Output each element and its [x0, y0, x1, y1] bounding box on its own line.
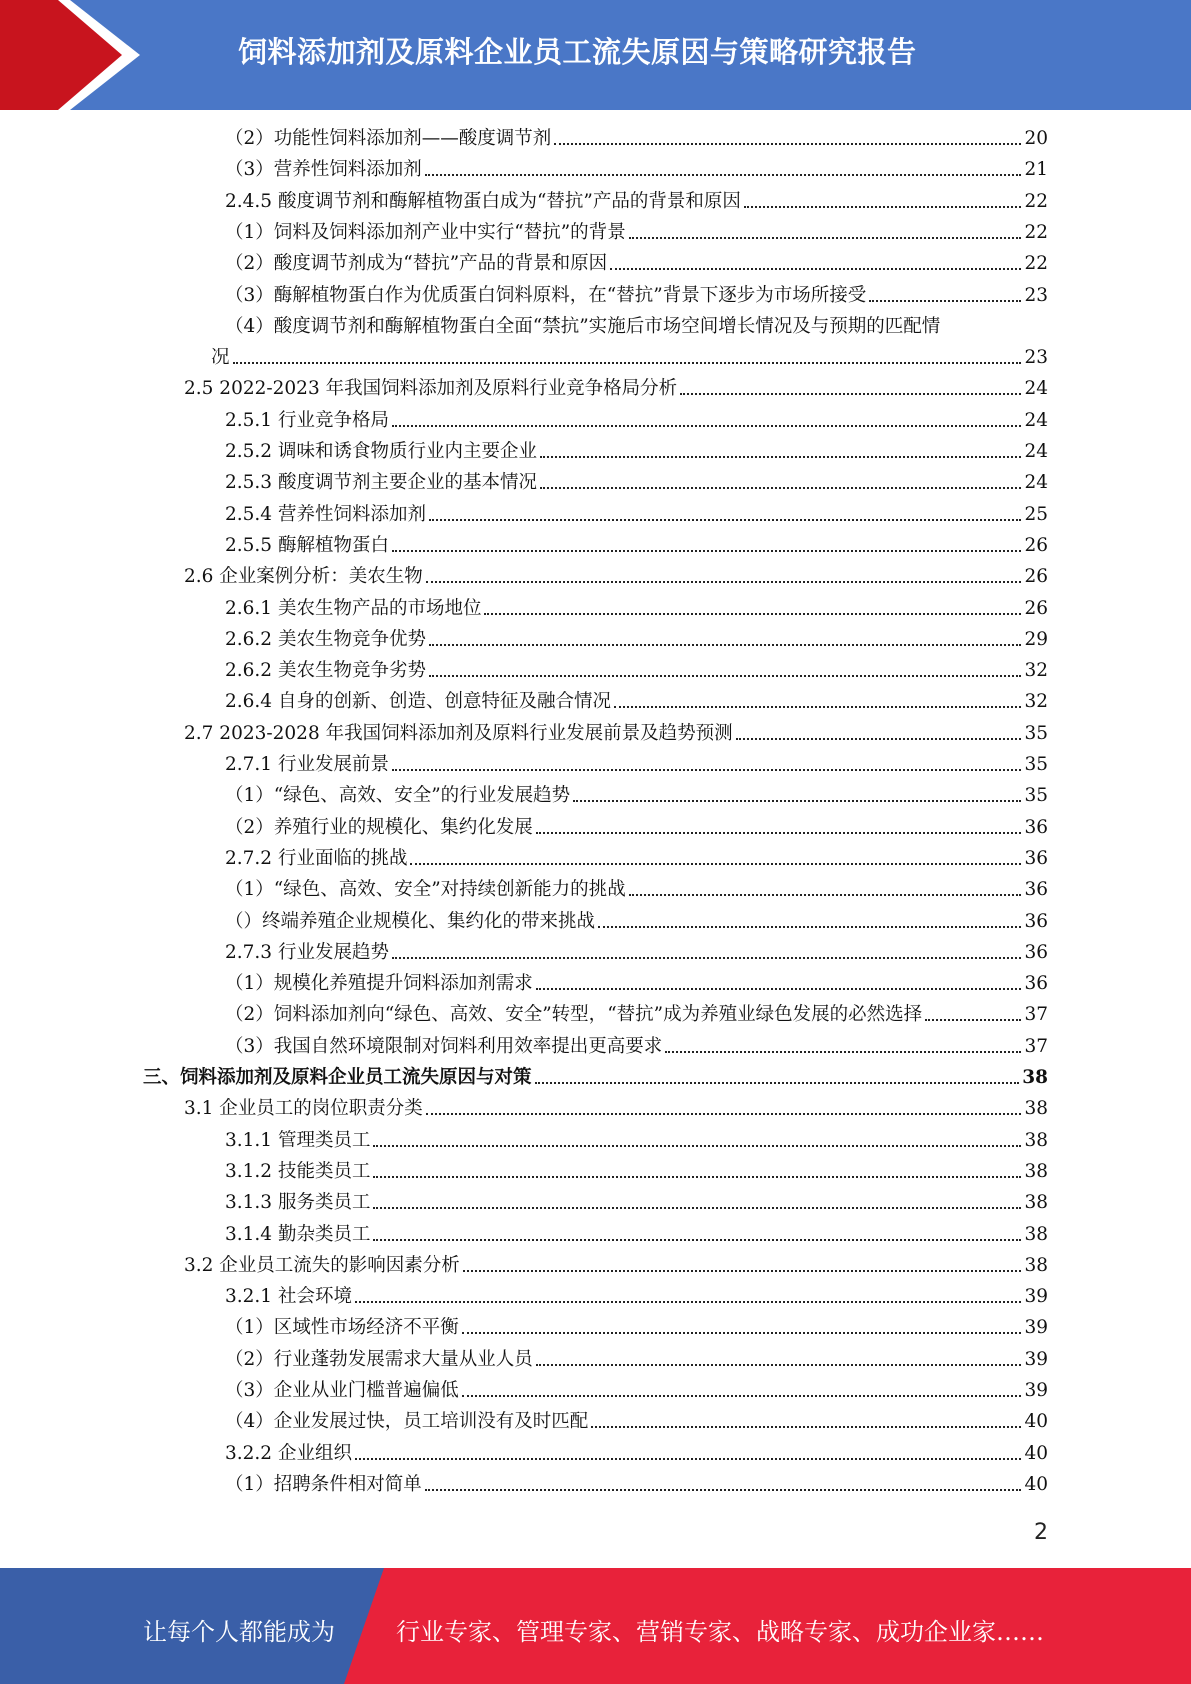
toc-entry-page: 22: [1024, 253, 1048, 275]
toc-entry[interactable]: [225, 690, 1048, 714]
toc-entry[interactable]: [225, 972, 1048, 996]
toc-entry[interactable]: [184, 1097, 1048, 1121]
toc-entry-title: 三、饲料添加剂及原料企业员工流失原因与对策: [143, 1067, 532, 1088]
toc-entry[interactable]: [225, 1035, 1048, 1059]
toc-entry-title: （1）“绿色、高效、安全”的行业发展趋势: [225, 785, 571, 807]
toc-entry-title: （1）招聘条件相对简单: [225, 1473, 422, 1495]
page-number: 2: [1034, 1520, 1048, 1545]
toc-entry[interactable]: [225, 878, 1048, 902]
dot-leader: [373, 1145, 1021, 1147]
dot-leader: [535, 1082, 1020, 1084]
toc-entry-page: 26: [1024, 597, 1048, 619]
toc-entry-title: 2.5.1 行业竞争格局: [225, 409, 389, 431]
toc-entry-page: 35: [1024, 754, 1048, 775]
toc-entry-title: 2.5.5 酶解植物蛋白: [225, 534, 389, 556]
toc-entry-page: 36: [1024, 973, 1048, 995]
toc-entry-title: 2.7 2023-2028 年我国饲料添加剂及原料行业发展前景及趋势预测: [184, 722, 733, 744]
toc-entry-title: （4）企业发展过快，员工培训没有及时匹配: [225, 1411, 589, 1433]
dot-leader: [614, 706, 1021, 708]
toc-entry-title: （1）规模化养殖提升饲料添加剂需求: [225, 973, 533, 995]
toc-entry-page: 39: [1024, 1317, 1048, 1339]
toc-entry[interactable]: [225, 284, 1048, 308]
toc-entry[interactable]: [225, 628, 1048, 652]
toc-entry[interactable]: [225, 784, 1048, 808]
toc-entry-page: 36: [1024, 910, 1048, 932]
toc-entry-title: （2）酸度调节剂成为“替抗”产品的背景和原因: [225, 253, 608, 275]
toc-entry-page: 38: [1022, 1067, 1048, 1088]
toc-entry-page: 40: [1024, 1473, 1048, 1495]
toc-entry[interactable]: [225, 503, 1048, 527]
dot-leader: [392, 550, 1021, 552]
footer-slogan-left: 让每个人都能成为: [143, 1618, 335, 1646]
dot-leader: [429, 644, 1021, 646]
toc-entry-title: 2.7.3 行业发展趋势: [225, 941, 389, 963]
toc-entry-title: （2）功能性饲料添加剂——酸度调节剂: [225, 128, 552, 149]
toc-entry[interactable]: [225, 1285, 1048, 1309]
toc-entry[interactable]: [225, 1316, 1048, 1340]
toc-entry-page: 24: [1024, 409, 1048, 431]
toc-entry-title: （3）我国自然环境限制对饲料利用效率提出更高要求: [225, 1035, 663, 1057]
dot-leader: [392, 425, 1021, 427]
toc-entry-page: 21: [1024, 159, 1048, 181]
toc-entry-title: 3.2.2 企业组织: [225, 1442, 352, 1464]
dot-leader: [425, 1489, 1022, 1491]
toc-entry-page: 32: [1024, 660, 1048, 682]
toc-entry[interactable]: [225, 440, 1048, 464]
toc-entry-title: （4）酸度调节剂和酶解植物蛋白全面“禁抗”实施后市场空间增长情况及与预期的匹配情: [225, 315, 941, 337]
dot-leader: [598, 926, 1021, 928]
toc-entry-title: 3.1.4 勤杂类员工: [225, 1223, 371, 1245]
toc-entry-page: 36: [1024, 816, 1048, 838]
toc-entry-page: 39: [1024, 1348, 1048, 1370]
toc-entry-title: 2.7.1 行业发展前景: [225, 754, 389, 775]
toc-entry-page: 35: [1024, 785, 1048, 807]
dot-leader: [426, 581, 1022, 583]
dot-leader: [373, 1176, 1021, 1178]
toc-entry[interactable]: [184, 377, 1048, 401]
dot-leader: [462, 1395, 1022, 1397]
dot-leader: [355, 1301, 1022, 1303]
footer-slogan-right: 行业专家、管理专家、营销专家、战略专家、成功企业家……: [396, 1618, 1044, 1646]
toc-entry-page: 40: [1024, 1442, 1048, 1464]
toc-entry-title: （2）养殖行业的规模化、集约化发展: [225, 816, 533, 838]
toc-entry-title: （）终端养殖企业规模化、集约化的带来挑战: [225, 910, 596, 932]
toc-entry[interactable]: [225, 1129, 1048, 1153]
toc-entry[interactable]: [225, 1003, 1048, 1027]
dot-leader: [540, 456, 1021, 458]
dot-leader: [536, 832, 1022, 834]
toc-entry[interactable]: [225, 158, 1048, 182]
dot-leader: [373, 1239, 1021, 1241]
toc-entry[interactable]: [225, 190, 1048, 214]
toc-entry-title: 3.2.1 社会环境: [225, 1286, 352, 1308]
toc-entry-title: 3.1.2 技能类员工: [225, 1160, 371, 1182]
toc-entry-page: 25: [1024, 503, 1048, 525]
toc-entry-title: 2.5 2022-2023 年我国饲料添加剂及原料行业竞争格局分析: [184, 378, 678, 400]
dot-leader: [925, 1019, 1021, 1021]
page-header: [0, 0, 1191, 110]
toc-entry-title: 2.5.2 调味和诱食物质行业内主要企业: [225, 441, 537, 462]
toc-entry[interactable]: [211, 346, 1048, 370]
toc-entry-page: 39: [1024, 1380, 1048, 1401]
toc-entry[interactable]: [225, 1160, 1048, 1184]
toc-entry-page: 24: [1024, 472, 1048, 494]
toc-entry[interactable]: [184, 565, 1048, 589]
toc-entry-title: 2.6.2 美农生物竞争劣势: [225, 660, 426, 682]
toc-entry-page: 38: [1024, 1254, 1048, 1276]
toc-entry[interactable]: [225, 910, 1048, 934]
toc-entry-page: 38: [1024, 1192, 1048, 1214]
toc-entry[interactable]: [225, 941, 1048, 965]
page-footer: [0, 1568, 1191, 1684]
toc-entry[interactable]: [225, 659, 1048, 683]
dot-leader: [233, 362, 1022, 364]
toc-entry[interactable]: [143, 1066, 1048, 1090]
dot-leader: [610, 268, 1021, 270]
toc-entry-page: 26: [1024, 534, 1048, 556]
toc-entry-title: （1）饲料及饲料添加剂产业中实行“替抗”的背景: [225, 221, 626, 243]
toc-entry-page: 39: [1024, 1286, 1048, 1308]
toc-entry-page: 38: [1024, 1160, 1048, 1182]
toc-entry-page: 37: [1024, 1004, 1048, 1026]
toc-entry-title: （3）企业从业门槛普遍偏低: [225, 1380, 459, 1401]
dot-leader: [425, 174, 1022, 176]
toc-entry[interactable]: [184, 1254, 1048, 1278]
dot-leader: [463, 1270, 1022, 1272]
dot-leader: [744, 206, 1022, 208]
toc-entry[interactable]: [225, 534, 1048, 558]
toc-entry-title: 2.6.4 自身的创新、创造、创意特征及融合情况: [225, 691, 611, 713]
dot-leader: [462, 1332, 1022, 1334]
dot-leader: [410, 863, 1021, 865]
toc-entry-title: （1）“绿色、高效、安全”对持续创新能力的挑战: [225, 879, 626, 901]
toc-entry-title: （3）营养性饲料添加剂: [225, 159, 422, 181]
toc-entry-page: 29: [1024, 628, 1048, 650]
toc-entry-title: 2.6.1 美农生物产品的市场地位: [225, 597, 482, 619]
toc-entry-title: 3.1 企业员工的岗位职责分类: [184, 1098, 423, 1120]
toc-entry-page: 36: [1024, 879, 1048, 901]
dot-leader: [355, 1458, 1022, 1460]
toc-entry-page: 35: [1024, 722, 1048, 744]
toc-entry[interactable]: [225, 252, 1048, 276]
toc-entry-title: （1）区域性市场经济不平衡: [225, 1317, 459, 1339]
toc-entry[interactable]: [225, 1410, 1048, 1434]
toc-entry-page: 22: [1024, 221, 1048, 243]
toc-entry-title: 2.5.4 营养性饲料添加剂: [225, 503, 426, 525]
dot-leader: [540, 487, 1021, 489]
toc-entry-page: 36: [1024, 847, 1048, 869]
toc-entry-page: 38: [1024, 1098, 1048, 1120]
toc-entry-title: 2.6.2 美农生物竞争优势: [225, 628, 426, 650]
red-chevron-icon: [0, 0, 140, 110]
toc-entry[interactable]: [225, 409, 1048, 433]
toc-entry-title: 2.6 企业案例分析：美农生物: [184, 566, 423, 588]
toc-entry[interactable]: [225, 1379, 1048, 1403]
toc-entry[interactable]: [184, 722, 1048, 746]
dot-leader: [591, 1426, 1021, 1428]
toc-entry-title: 3.1.1 管理类员工: [225, 1129, 371, 1151]
report-title: 饲料添加剂及原料企业员工流失原因与策略研究报告: [238, 35, 917, 69]
dot-leader: [573, 800, 1021, 802]
toc-entry-title: 2.4.5 酸度调节剂和酶解植物蛋白成为“替抗”产品的背景和原因: [225, 190, 741, 212]
dot-leader: [536, 1364, 1022, 1366]
dot-leader: [680, 393, 1021, 395]
toc-entry[interactable]: [225, 753, 1048, 777]
dot-leader: [665, 1051, 1021, 1053]
toc-entry-page: 32: [1024, 691, 1048, 713]
dot-leader: [426, 1113, 1022, 1115]
dot-leader: [392, 957, 1021, 959]
toc-entry[interactable]: [225, 847, 1048, 871]
toc-entry-page: 37: [1024, 1035, 1048, 1057]
toc-entry[interactable]: [225, 1473, 1048, 1497]
dot-leader: [629, 237, 1022, 239]
toc-entry[interactable]: [225, 471, 1048, 495]
toc-entry-title: 3.1.3 服务类员工: [225, 1192, 371, 1214]
toc-entry[interactable]: [225, 816, 1048, 840]
toc-entry[interactable]: [225, 1442, 1048, 1466]
dot-leader: [554, 143, 1021, 145]
dot-leader: [736, 738, 1022, 740]
toc-entry-title: 2.7.2 行业面临的挑战: [225, 847, 408, 869]
dot-leader: [536, 988, 1022, 990]
toc-entry-page: 38: [1024, 1129, 1048, 1151]
toc-entry-title: （3）酶解植物蛋白作为优质蛋白饲料原料，在“替抗”背景下逐步为市场所接受: [225, 284, 867, 306]
toc-entry-page: 36: [1024, 941, 1048, 963]
toc-entry-page: 40: [1024, 1411, 1048, 1433]
toc-entry-title: （2）饲料添加剂向“绿色、高效、安全”转型，“替抗”成为养殖业绿色发展的必然选择: [225, 1004, 923, 1026]
toc-entry-page: 24: [1024, 441, 1048, 462]
toc-entry-page: 24: [1024, 378, 1048, 400]
toc-entry-title: 3.2 企业员工流失的影响因素分析: [184, 1254, 460, 1276]
toc-entry[interactable]: [225, 315, 1048, 339]
toc-entry-page: 22: [1024, 190, 1048, 212]
toc-entry[interactable]: [225, 127, 1048, 151]
dot-leader: [629, 894, 1022, 896]
toc-entry-title: 况: [211, 347, 230, 369]
toc-entry-page: 23: [1024, 284, 1048, 306]
dot-leader: [392, 769, 1021, 771]
dot-leader: [869, 300, 1021, 302]
toc-entry-page: 38: [1024, 1223, 1048, 1245]
toc-entry[interactable]: [225, 221, 1048, 245]
toc-entry[interactable]: [225, 1191, 1048, 1215]
toc-entry-title: 2.5.3 酸度调节剂主要企业的基本情况: [225, 472, 537, 494]
dot-leader: [373, 1207, 1021, 1209]
toc-entry[interactable]: [225, 597, 1048, 621]
dot-leader: [429, 519, 1021, 521]
toc-entry-page: 26: [1024, 566, 1048, 588]
toc-entry[interactable]: [225, 1348, 1048, 1372]
dot-leader: [484, 613, 1021, 615]
dot-leader: [429, 675, 1021, 677]
toc-entry-title: （2）行业蓬勃发展需求大量从业人员: [225, 1348, 533, 1370]
toc-entry-page: 20: [1024, 128, 1048, 149]
toc-entry[interactable]: [225, 1223, 1048, 1247]
toc-entry-page: 23: [1024, 347, 1048, 369]
